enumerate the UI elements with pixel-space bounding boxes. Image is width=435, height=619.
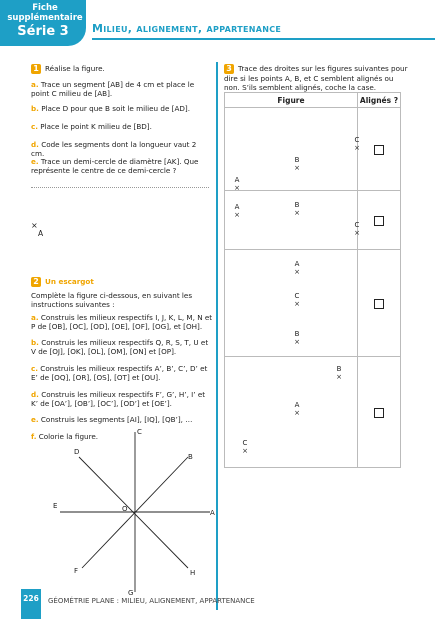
col-figure: Figure <box>225 93 358 108</box>
alignment-table <box>224 92 401 468</box>
header-rule <box>92 38 435 40</box>
badge-series: Série 3 <box>17 24 69 39</box>
label-h: H <box>190 569 196 577</box>
snail-figure <box>50 428 220 598</box>
cross-icon: × <box>31 221 38 230</box>
page-title: Milieu, alignement, appartenance <box>92 22 282 35</box>
table-row: B × A × C × <box>225 357 401 468</box>
ex2-intro: Complète la figure ci-dessous, en suivant les instructions suivantes : <box>31 291 193 310</box>
ex3-instructions: 3 Trace des droites sur les figures suivantes pour dire si les points A, B, et C semblent alignés ou non. S’ils semblent alignés, coche la case. <box>224 64 408 93</box>
label-a: A <box>210 509 215 517</box>
ex3-number: 3 <box>224 64 234 74</box>
col-aligned: Alignés ? <box>358 93 401 108</box>
label-f: F <box>74 567 79 575</box>
table-row: A × C × B × <box>225 250 401 357</box>
answer-line <box>31 187 209 188</box>
table-row: C × B × A × <box>225 108 401 191</box>
series-badge <box>0 0 86 46</box>
page-number: 226 <box>21 589 41 619</box>
label-e: E <box>53 502 58 510</box>
footer-title: GÉOMÉTRIE PLANE : MILIEU, ALIGNEMENT, APPARTENANCE <box>48 597 255 605</box>
ex2-number: 2 <box>31 277 41 287</box>
aligned-checkbox[interactable] <box>374 299 384 309</box>
ex2-heading <box>31 277 94 287</box>
ex1-number: 1 <box>31 64 41 74</box>
aligned-checkbox[interactable] <box>374 408 384 418</box>
ex1-item-e: e. Trace un demi-cercle de diamètre [AK]. Que représente le centre de ce demi-cercle ? <box>31 157 199 176</box>
ex2-item-f: f. Colorie la figure. <box>31 432 99 441</box>
label-d: D <box>74 448 80 456</box>
ex1-heading <box>31 64 105 74</box>
ex2-item-d: d. Construis les milieux respectifs F’, G’, H’, I’ et K’ de [OA’], [OB’], [OC’], [OD’] et [OE’]. <box>31 390 206 409</box>
badge-subtitle: Fiche supplémentaire <box>7 3 83 23</box>
ex1-point-a: A <box>38 229 44 238</box>
ex2-title: Un escargot <box>45 277 94 286</box>
label-c: C <box>137 428 142 436</box>
ex1-item-c: c. Place le point K milieu de [BD]. <box>31 122 152 131</box>
label-o: O <box>122 505 128 513</box>
ex1-title: Réalise la figure. <box>45 64 105 73</box>
ex1-item-d: d. Code les segments dont la longueur vaut 2 cm. <box>31 140 197 159</box>
label-g: G <box>128 589 134 597</box>
ex1-item-b: b. Place D pour que B soit le milieu de [AD]. <box>31 104 191 113</box>
ex2-item-a: a. Construis les milieux respectifs I, J, K, L, M, N et P de [OB], [OC], [OD], [OE], [OF], [OG], et [OH]. <box>31 313 213 332</box>
aligned-checkbox[interactable] <box>374 145 384 155</box>
aligned-checkbox[interactable] <box>374 216 384 226</box>
table-row: A × B × C × <box>225 191 401 250</box>
ex2-item-e: e. Construis les segments [AI], [IQ], [QB’], … <box>31 415 193 424</box>
label-b: B <box>188 453 193 461</box>
ex1-item-a: a. Trace un segment [AB] de 4 cm et place le point C milieu de [AB]. <box>31 80 195 99</box>
ex2-item-c: c. Construis les milieux respectifs A’, B’, C’, D’ et E’ de [OQ], [OR], [OS], [OT] et [OU]. <box>31 364 208 383</box>
ex2-item-b: b. Construis les milieux respectifs Q, R, S, T, U et V de [OJ], [OK], [OL], [OM], [ON] et [OP]. <box>31 338 209 357</box>
